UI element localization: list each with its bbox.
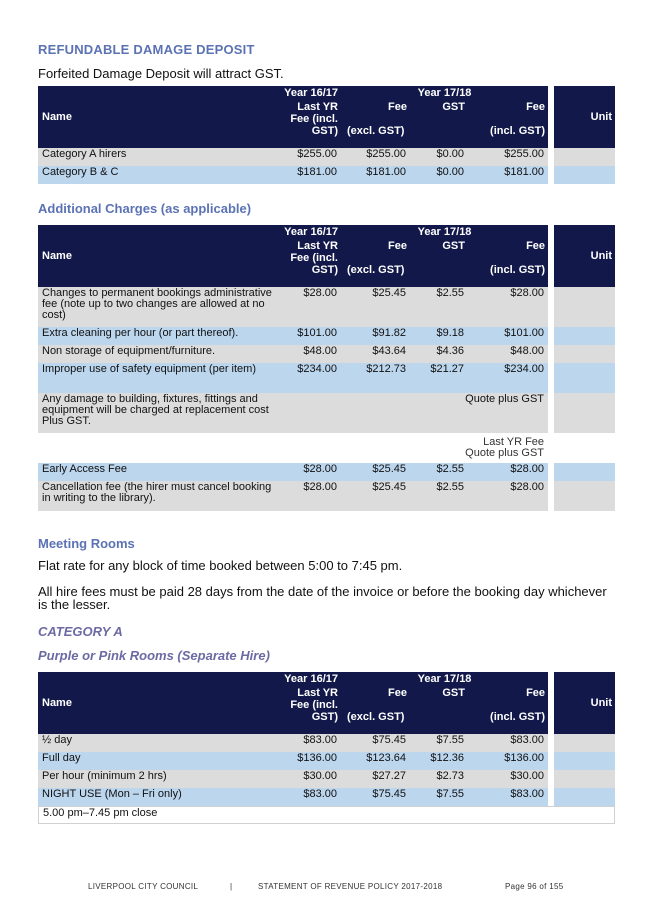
- table-row: [38, 752, 615, 770]
- col-header-last-yr-fee: Last YR Fee (incl. GST): [276, 239, 341, 287]
- row-last-yr: $234.00: [276, 363, 341, 393]
- row-last-yr: $181.00: [276, 166, 341, 184]
- row-fee-excl: $25.45: [341, 481, 410, 511]
- col-header-last-yr-fee: Last YR Fee (incl. GST): [276, 686, 341, 734]
- row-unit: [548, 770, 615, 788]
- col-header-fee-incl: Fee (incl. GST): [468, 100, 548, 148]
- col-header-unit: Unit: [548, 225, 615, 287]
- table-header-row: [38, 225, 615, 239]
- table-row: [38, 463, 615, 481]
- row-name: Extra cleaning per hour (or part thereof).: [38, 327, 276, 345]
- col-header-gst: GST: [410, 686, 468, 734]
- meeting-rooms-fee-table: [38, 672, 615, 824]
- footer-org: LIVERPOOL CITY COUNCIL: [88, 882, 199, 891]
- row-fee-incl: $28.00: [468, 287, 548, 327]
- row-last-yr: $83.00: [276, 788, 341, 806]
- row-fee-incl: $28.00: [468, 463, 548, 481]
- col-header-year-prev: Year 16/17: [276, 672, 341, 686]
- section-heading-additional-charges: Additional Charges (as applicable): [38, 201, 252, 216]
- table-header-row: [38, 672, 615, 686]
- night-use-close-note: 5.00 pm–7.45 pm close: [38, 806, 615, 824]
- footer-document-title: STATEMENT OF REVENUE POLICY 2017-2018: [258, 882, 443, 891]
- subheading-purple-pink-rooms: Purple or Pink Rooms (Separate Hire): [38, 648, 270, 663]
- row-gst: $7.55: [410, 734, 468, 752]
- deposit-gst-note: Forfeited Damage Deposit will attract GST.: [38, 66, 284, 81]
- row-unit: [548, 752, 615, 770]
- row-last-yr: $28.00: [276, 287, 341, 327]
- col-header-unit: Unit: [548, 672, 615, 734]
- row-unit: [548, 393, 615, 433]
- row-last-yr: $83.00: [276, 734, 341, 752]
- row-last-yr: $30.00: [276, 770, 341, 788]
- row-unit: [548, 363, 615, 393]
- last-yr-note: Last YR Fee Quote plus GST: [276, 433, 548, 463]
- row-gst: $4.36: [410, 345, 468, 363]
- row-last-yr: $28.00: [276, 463, 341, 481]
- row-name: Changes to permanent bookings administrative fee (note up to two changes are allowed at no cost): [38, 287, 276, 327]
- row-gst: $0.00: [410, 148, 468, 166]
- row-name: Improper use of safety equipment (per item): [38, 363, 276, 393]
- row-unit: [548, 734, 615, 752]
- meeting-rooms-flat-rate: Flat rate for any block of time booked between 5:00 to 7:45 pm.: [38, 558, 403, 573]
- row-name: Cancellation fee (the hirer must cancel booking in writing to the library).: [38, 481, 276, 511]
- col-header-fee-incl: Fee (incl. GST): [468, 686, 548, 734]
- row-fee-excl: $25.45: [341, 287, 410, 327]
- col-header-name: Name: [38, 86, 276, 148]
- row-fee-incl: $83.00: [468, 788, 548, 806]
- row-fee-incl: $83.00: [468, 734, 548, 752]
- row-name: Any damage to building, fixtures, fittings and equipment will be charged at replacement cost Plus GST.: [38, 393, 276, 433]
- row-fee-excl: $27.27: [341, 770, 410, 788]
- row-gst: $12.36: [410, 752, 468, 770]
- row-fee-incl: $181.00: [468, 166, 548, 184]
- row-gst: $2.55: [410, 287, 468, 327]
- row-gst: $2.73: [410, 770, 468, 788]
- row-fee-incl: $101.00: [468, 327, 548, 345]
- row-unit: [548, 166, 615, 184]
- row-last-yr: $136.00: [276, 752, 341, 770]
- col-header-gst: GST: [410, 239, 468, 287]
- table-row: [38, 327, 615, 345]
- row-last-yr: $255.00: [276, 148, 341, 166]
- col-header-fee-incl: Fee (incl. GST): [468, 239, 548, 287]
- col-header-fee-excl: Fee (excl. GST): [341, 100, 410, 148]
- row-gst: $2.55: [410, 481, 468, 511]
- table-row: [38, 734, 615, 752]
- row-quote-plus-gst: Quote plus GST: [276, 393, 548, 433]
- row-last-yr: $48.00: [276, 345, 341, 363]
- table-row-last-yr-note: [38, 433, 615, 463]
- section-heading-meeting-rooms: Meeting Rooms: [38, 536, 135, 551]
- row-unit: [548, 345, 615, 363]
- row-fee-incl: $48.00: [468, 345, 548, 363]
- table-row: [38, 770, 615, 788]
- row-name: Early Access Fee: [38, 463, 276, 481]
- row-fee-incl: $234.00: [468, 363, 548, 393]
- footer-separator: |: [230, 882, 233, 891]
- col-header-year-next: Year 17/18: [341, 672, 548, 686]
- row-name: Category A hirers: [38, 148, 276, 166]
- row-gst: $21.27: [410, 363, 468, 393]
- col-header-unit: Unit: [548, 86, 615, 148]
- row-unit: [548, 148, 615, 166]
- row-name: Non storage of equipment/furniture.: [38, 345, 276, 363]
- row-fee-excl: $212.73: [341, 363, 410, 393]
- table-row: [38, 788, 615, 806]
- row-last-yr: $28.00: [276, 481, 341, 511]
- row-fee-excl: $43.64: [341, 345, 410, 363]
- row-fee-excl: $181.00: [341, 166, 410, 184]
- row-unit: [548, 788, 615, 806]
- row-name: Category B & C: [38, 166, 276, 184]
- col-header-gst: GST: [410, 100, 468, 148]
- meeting-rooms-payment-terms: All hire fees must be paid 28 days from the date of the invoice or before the booking day whichever is the lesser.: [38, 584, 607, 612]
- row-fee-excl: $255.00: [341, 148, 410, 166]
- row-name: ½ day: [38, 734, 276, 752]
- deposit-fee-table: [38, 86, 615, 184]
- row-gst: $0.00: [410, 166, 468, 184]
- row-fee-excl: $75.45: [341, 734, 410, 752]
- additional-charges-table: [38, 225, 615, 511]
- row-last-yr: $101.00: [276, 327, 341, 345]
- row-fee-incl: $28.00: [468, 481, 548, 511]
- table-row: [38, 287, 615, 327]
- col-header-year-prev: Year 16/17: [276, 86, 341, 100]
- row-gst: $7.55: [410, 788, 468, 806]
- row-fee-excl: $75.45: [341, 788, 410, 806]
- row-fee-incl: $30.00: [468, 770, 548, 788]
- row-name: Full day: [38, 752, 276, 770]
- col-header-last-yr-fee: Last YR Fee (incl. GST): [276, 100, 341, 148]
- row-fee-excl: $91.82: [341, 327, 410, 345]
- row-unit: [548, 463, 615, 481]
- col-header-fee-excl: Fee (excl. GST): [341, 686, 410, 734]
- col-header-year-prev: Year 16/17: [276, 225, 341, 239]
- table-row: [38, 345, 615, 363]
- col-header-year-next: Year 17/18: [341, 86, 548, 100]
- footer-page-number: Page 96 of 155: [505, 882, 564, 891]
- row-fee-excl: $25.45: [341, 463, 410, 481]
- table-row: [38, 363, 615, 393]
- table-row-damage: [38, 393, 615, 433]
- row-fee-incl: $255.00: [468, 148, 548, 166]
- col-header-name: Name: [38, 225, 276, 287]
- row-gst: $9.18: [410, 327, 468, 345]
- col-header-name: Name: [38, 672, 276, 734]
- table-row: [38, 481, 615, 511]
- col-header-fee-excl: Fee (excl. GST): [341, 239, 410, 287]
- table-row-night-note: [38, 806, 615, 824]
- row-fee-excl: $123.64: [341, 752, 410, 770]
- row-unit: [548, 481, 615, 511]
- row-name: NIGHT USE (Mon – Fri only): [38, 788, 276, 806]
- table-row: [38, 166, 615, 184]
- col-header-year-next: Year 17/18: [341, 225, 548, 239]
- section-heading-category-a: CATEGORY A: [38, 624, 123, 639]
- table-row: [38, 148, 615, 166]
- table-header-row: [38, 86, 615, 100]
- row-fee-incl: $136.00: [468, 752, 548, 770]
- row-unit: [548, 327, 615, 345]
- row-name: Per hour (minimum 2 hrs): [38, 770, 276, 788]
- row-unit: [548, 287, 615, 327]
- section-heading-refundable-deposit: REFUNDABLE DAMAGE DEPOSIT: [38, 42, 255, 57]
- row-gst: $2.55: [410, 463, 468, 481]
